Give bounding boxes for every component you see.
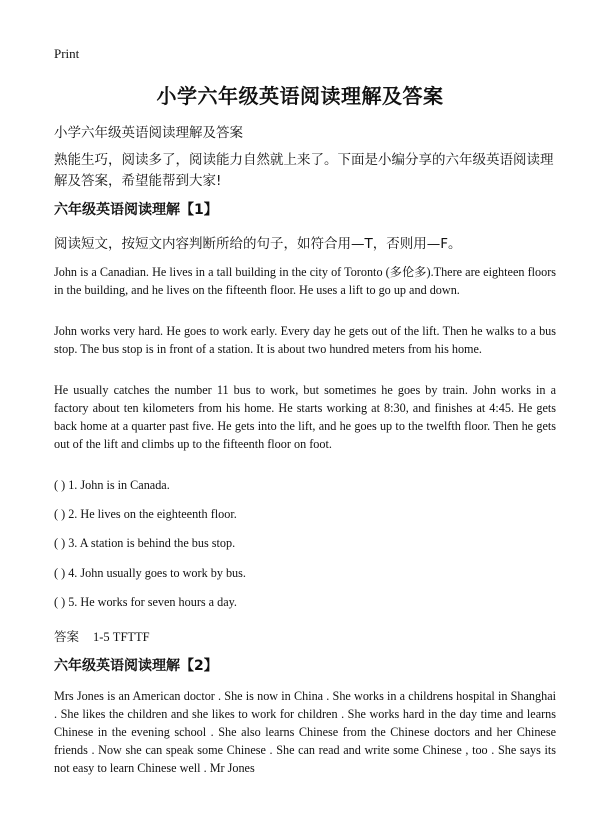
- document-subtitle: 小学六年级英语阅读理解及答案: [54, 125, 243, 141]
- passage-paragraph-1: John is a Canadian. He lives in a tall building in the city of Toronto (多伦多).There are eighteen floors in the building, and he lives on the fifteenth floor. He uses a lift to go up and down.: [54, 265, 556, 297]
- section-2-heading: 六年级英语阅读理解【2】: [54, 658, 218, 674]
- question-5: ( ) 5. He works for seven hours a day.: [54, 595, 237, 609]
- question-2: ( ) 2. He lives on the eighteenth floor.: [54, 507, 237, 521]
- print-label: Print: [54, 46, 80, 61]
- passage-2-paragraph-1: Mrs Jones is an American doctor . She is now in China . She works in a childrens hospital in Shanghai . She likes the children and she likes to work for children . She works hard in the day time and learns Chinese in the evening school . She also learns Chinese from the Chinese doctors and her Chinese friends . Now she can speak some Chinese . She can read and write some Chinese , too . She says its not easy to learn Chinese well . Mr Jones: [54, 689, 556, 775]
- passage-paragraph-2: John works very hard. He goes to work early. Every day he gets out of the lift. Then he walks to a bus stop. The bus stop is in front of a station. It is about two hundred meters from his home.: [54, 324, 556, 356]
- passage-paragraph-3: He usually catches the number 11 bus to work, but sometimes he goes by train. John works in a factory about ten kilometers from his home. He starts working at 8:30, and finishes at 4:45. He gets back home at a quarter past five. He gets into the lift, and he goes up to the twelfth floor. Then he gets out of the lift and climbs up to the fifteenth floor on foot.: [54, 383, 556, 451]
- section-1-instruction: 阅读短文，按短文内容判断所给的句子，如符合用—T，否则用—F。: [54, 236, 462, 252]
- answer-line: [54, 627, 150, 645]
- question-4: ( ) 4. John usually goes to work by bus.: [54, 566, 246, 580]
- page-title: 小学六年级英语阅读理解及答案: [156, 84, 444, 108]
- answer-value: 1-5 TFTTF: [93, 630, 150, 644]
- question-3: ( ) 3. A station is behind the bus stop.: [54, 536, 236, 550]
- section-1-heading: 六年级英语阅读理解【1】: [54, 202, 218, 218]
- answer-label: 答案: [54, 629, 80, 644]
- intro-paragraph: 熟能生巧，阅读多了，阅读能力自然就上来了。下面是小编分享的六年级英语阅读理解及答案，希望能帮到大家!: [54, 152, 554, 189]
- question-1: ( ) 1. John is in Canada.: [54, 478, 170, 492]
